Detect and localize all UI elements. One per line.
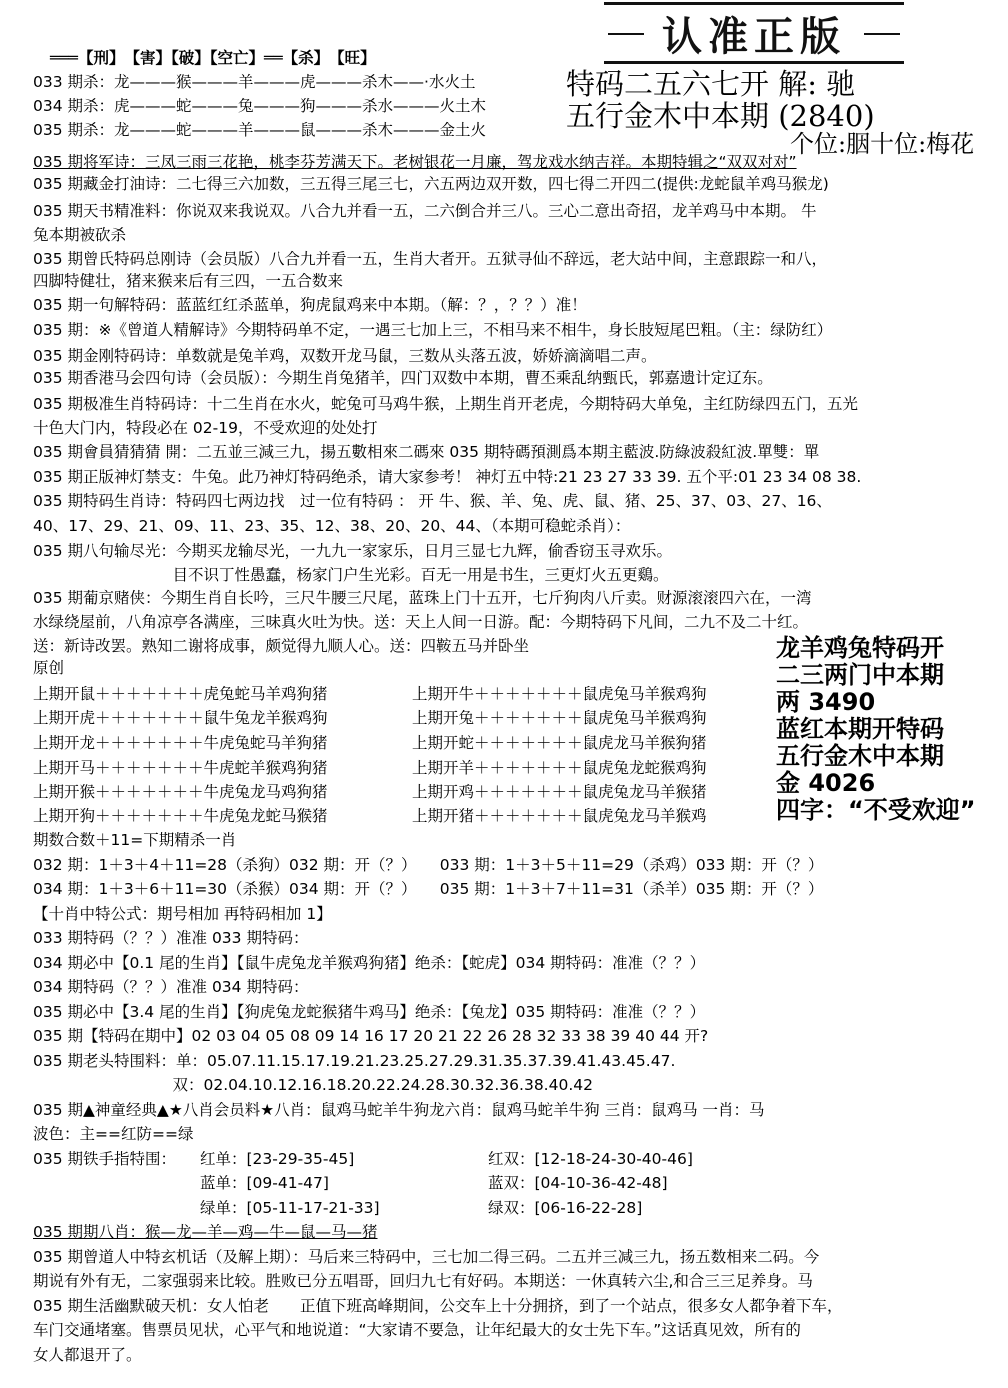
lower-line-11: 035 期▲神童经典▲★八肖会员料★八肖：鼠鸡马蛇羊牛狗龙六肖：鼠鸡马蛇羊牛狗 三肖：鼠鸡马 一肖：马 bbox=[33, 1101, 765, 1119]
right-box-line: 蓝红本期开特码 bbox=[776, 715, 944, 743]
bottom-line-2: 期说有外有无，二家强弱来比较。胜败已分五唱哥，回归九七有好码。本期送：一休真转六尘,和合三三足养身。马 bbox=[33, 1272, 813, 1290]
table-left-row: 上期开猴＋＋＋＋＋＋＋牛虎兔龙马鸡狗猪 bbox=[33, 783, 328, 801]
main-line-5: 四脚特健壮，猪来猴来后有三四，一五合数来 bbox=[33, 272, 344, 290]
iron-red-double: 红双：[12-18-24-30-40-46] bbox=[488, 1150, 693, 1168]
kill-row-033: 033 期杀：龙———猴———羊———虎———杀木——·水火土 bbox=[33, 73, 476, 91]
table-left-row: 上期开狗＋＋＋＋＋＋＋牛虎兔龙蛇马猴猪 bbox=[33, 807, 328, 825]
bottom-line-1: 035 期曾道人中特玄机话（及解上期）：马后来三特码中，三七加二得三码。二五并三减三九，扬五数相来二码。今 bbox=[33, 1248, 820, 1266]
main-line-11: 十色大门内，特段必在 02-19，不受欢迎的处处打 bbox=[33, 419, 378, 437]
table-right-row: 上期开蛇＋＋＋＋＋＋＋鼠虎龙马羊猴狗猪 bbox=[412, 734, 707, 752]
table-right-row: 上期开兔＋＋＋＋＋＋＋鼠虎兔马羊猴鸡狗 bbox=[412, 709, 707, 727]
table-left-row: 上期开马＋＋＋＋＋＋＋牛虎蛇羊猴鸡狗猪 bbox=[33, 759, 328, 777]
main-line-9: 035 期香港马会四句诗（会员版）：今期生肖兔猪羊，四门双数中本期，曹丕乘乱纳甄氏，郭嘉遗计定辽东。 bbox=[33, 369, 773, 387]
bottom-line-5: 女人都退开了。 bbox=[33, 1346, 142, 1364]
lower-line-2: 034 期：1＋3＋6＋11=30（杀猴）034 期：开（？） 035 期：1＋3＋7＋11=31（杀羊）035 期：开（？） bbox=[33, 880, 824, 898]
right-box-line: 五行金木中本期 bbox=[776, 742, 944, 770]
lower-line-6: 034 期特码（？？）准准 034 期特码： bbox=[33, 978, 309, 996]
table-left-row: 上期开龙＋＋＋＋＋＋＋牛虎兔蛇马羊狗猪 bbox=[33, 734, 328, 752]
main-line-20: 送：新诗改罢。熟知二谢将成事，颇觉得九顺人心。送：四鞍五马并卧坐 bbox=[33, 637, 530, 655]
main-line-2: 035 期天书精准料：你说双来我说双。八合九并看一五，二六倒合并三八。三心二意出奇招，龙羊鸡马中本期。 牛 bbox=[33, 202, 817, 220]
lower-line-12: 波色：主==红防==绿 bbox=[33, 1125, 194, 1143]
lower-line-8: 035 期【特码在期中】02 03 04 05 08 09 14 16 17 20 21 22 26 28 32 33 38 39 40 44 开? bbox=[33, 1027, 709, 1045]
table-left-row: 上期开鼠＋＋＋＋＋＋＋虎兔蛇马羊鸡狗猪 bbox=[33, 685, 328, 703]
iron-blue-single: 蓝单：[09-41-47] bbox=[200, 1174, 329, 1192]
bottom-line-3: 035 期生活幽默破天机：女人怕老 正值下班高峰期间，公交车上十分拥挤，到了一个站点，很多女人都争着下车， bbox=[33, 1297, 843, 1315]
main-line-16: 035 期八句输尽光：今期买龙输尽光，一九九一家家乐，日月三显七九辉，偷香窃玉寻欢乐。 bbox=[33, 542, 673, 560]
iron-green-double: 绿双：[06-16-22-28] bbox=[488, 1199, 643, 1217]
table-right-row: 上期开猪＋＋＋＋＋＋＋鼠虎兔龙马羊猴鸡 bbox=[412, 807, 707, 825]
main-line-21: 原创 bbox=[33, 659, 65, 677]
lower-line-4: 033 期特码（？？）准准 033 期特码： bbox=[33, 929, 309, 947]
iron-label: 035 期铁手指特围： bbox=[33, 1150, 177, 1168]
right-box-line: 二三两门中本期 bbox=[776, 661, 944, 689]
kill-row-035: 035 期杀：龙———蛇———羊———鼠———杀木———金土火 bbox=[33, 121, 487, 139]
right-box-line: 四字：“不受欢迎” bbox=[776, 796, 976, 824]
main-line-14: 035 期特码生肖诗：特码四七两边找 过一位有特码 ： 开 牛、猴、羊、兔、虎、鼠、猪、25、37、03、27、16、 bbox=[33, 492, 832, 510]
lower-line-3: 【十肖中特公式：期号相加 再特码相加 1】 bbox=[33, 905, 332, 923]
lower-line-0: 期数合数＋11=下期精杀一肖 bbox=[33, 831, 237, 849]
main-line-4: 035 期曾氏特码总刚诗（会员版）八合九并看一五，生肖大者开。五狱寻仙不辞远，老大站中间，主意跟踪一和八， bbox=[33, 250, 828, 268]
iron-red-single: 红单：[23-29-35-45] bbox=[200, 1150, 355, 1168]
iron-blue-double: 蓝双：[04-10-36-42-48] bbox=[488, 1174, 668, 1192]
right-box-line: 两 3490 bbox=[776, 688, 876, 716]
lower-line-1: 032 期：1＋3＋4＋11=28（杀狗）032 期：开（？） 033 期：1＋3＋5＋11=29（杀鸡）033 期：开（？） bbox=[33, 856, 824, 874]
main-line-0: 035 期将军诗：三凤三雨三花艳，桃李芬芳满天下。老树银花一月廉，驾龙戏水纳吉祥。本期特辑之“双双对对” bbox=[33, 153, 797, 171]
table-right-row: 上期开鸡＋＋＋＋＋＋＋鼠虎兔龙马羊猴猪 bbox=[412, 783, 707, 801]
lower-line-9: 035 期老头特围料：单：05.07.11.15.17.19.21.23.25.27.29.31.35.37.39.41.43.45.47. bbox=[33, 1052, 676, 1070]
main-line-13: 035 期正版神灯禁支：牛兔。此乃神灯特码绝杀，请大家参考！ 神灯五中特:21 23 27 33 39. 五个平:01 23 34 08 38. bbox=[33, 468, 862, 486]
main-line-6: 035 期一句解特码：蓝蓝红红杀蓝单，狗虎鼠鸡来中本期。（解：？，？？）准！ bbox=[33, 296, 587, 314]
logo-stamp: 认准正版 bbox=[604, 2, 904, 64]
right-box-line: 龙羊鸡兔特码开 bbox=[776, 634, 944, 662]
lower-line-5: 034 期必中【0.1 尾的生肖】【鼠牛虎兔龙羊猴鸡狗猪】绝杀：【蛇虎】034 期特码：准准（？？） bbox=[33, 954, 706, 972]
main-line-19: 水绿绕屋前，八角凉亭各满座，三味真火吐为快。送：天上人间一日游。配：今期特码下凡间，二九不及二十红。 bbox=[33, 613, 809, 631]
bottom-line-4: 车门交通堵塞。售票员见状，心平气和地说道：“大家请不要急，让年纪最大的女士先下车。”这话真见效，所有的 bbox=[33, 1321, 801, 1339]
main-line-15: 40、17、29、21、09、11、23、35、12、38、20、20、44、（本期可稳蛇杀肖）： bbox=[33, 517, 631, 535]
right-box-line: 金 4026 bbox=[776, 769, 876, 797]
table-right-row: 上期开羊＋＋＋＋＋＋＋鼠虎兔龙蛇猴鸡狗 bbox=[412, 759, 707, 777]
iron-green-single: 绿单：[05-11-17-21-33] bbox=[200, 1199, 380, 1217]
right-top-line-1: 特码二五六七开 解: 驰 bbox=[566, 67, 856, 101]
main-line-7: 035 期：※《曾道人精解诗》今期特码单不定，一遇三七加上三，不相马来不相牛，身长肢短尾巴粗。（主：绿防红） bbox=[33, 321, 833, 339]
lower-line-10: 双：02.04.10.12.16.18.20.22.24.28.30.32.36.38.40.42 bbox=[33, 1076, 593, 1094]
main-line-17: 目不识丁性愚蠢，杨家门户生光彩。百无一用是书生，三更灯火五更鷄。 bbox=[33, 566, 669, 584]
main-line-12: 035 期會員猜猜猜 開：二五並三減三九，揚五數相來二碼來 035 期特碼預測爲本期主藍波.防綠波殺紅波.單雙：單 bbox=[33, 443, 820, 461]
main-line-18: 035 期葡京赌侠：今期生肖自长吟，三尺牛腰三尺尾，蓝珠上门十五开，七斤狗肉八斤卖。财源滚滚四六在，一湾 bbox=[33, 589, 812, 607]
right-top-line-3: 个位:胭十位:梅花 bbox=[790, 130, 975, 158]
right-top-line-2: 五行金木中本期 (2840) bbox=[566, 99, 875, 133]
main-line-3: 兔本期被砍杀 bbox=[33, 226, 127, 244]
lower-line-7: 035 期必中【3.4 尾的生肖】【狗虎兔龙蛇猴猪牛鸡马】绝杀：【兔龙】035 期特码：准准（？？） bbox=[33, 1003, 706, 1021]
main-line-10: 035 期极准生肖特码诗：十二生肖在水火，蛇兔可马鸡牛猴，上期生肖开老虎，今期特码大单兔，主红防绿四五门，五光 bbox=[33, 395, 859, 413]
main-line-1: 035 期藏金打油诗：二七得三六加数，三五得三尾三七，六五两边双开数，四七得二开四二(提供:龙蛇鼠羊鸡马猴龙) bbox=[33, 175, 829, 193]
main-line-8: 035 期金刚特码诗：单数就是兔羊鸡，双数开龙马鼠，三数从头落五波，娇娇滴滴唱二声。 bbox=[33, 347, 657, 365]
kill-row-034: 034 期杀：虎———蛇———兔———狗———杀水———火土木 bbox=[33, 97, 487, 115]
header-row: ═══【刑】 【害】【破】【空亡】══【杀】 【旺】 bbox=[50, 49, 376, 67]
table-right-row: 上期开牛＋＋＋＋＋＋＋鼠虎兔马羊猴鸡狗 bbox=[412, 685, 707, 703]
bottom-line-0: 035 期期八肖：猴—龙—羊—鸡—牛—鼠—马—猪 bbox=[33, 1223, 378, 1241]
table-left-row: 上期开虎＋＋＋＋＋＋＋鼠牛兔龙羊猴鸡狗 bbox=[33, 709, 328, 727]
